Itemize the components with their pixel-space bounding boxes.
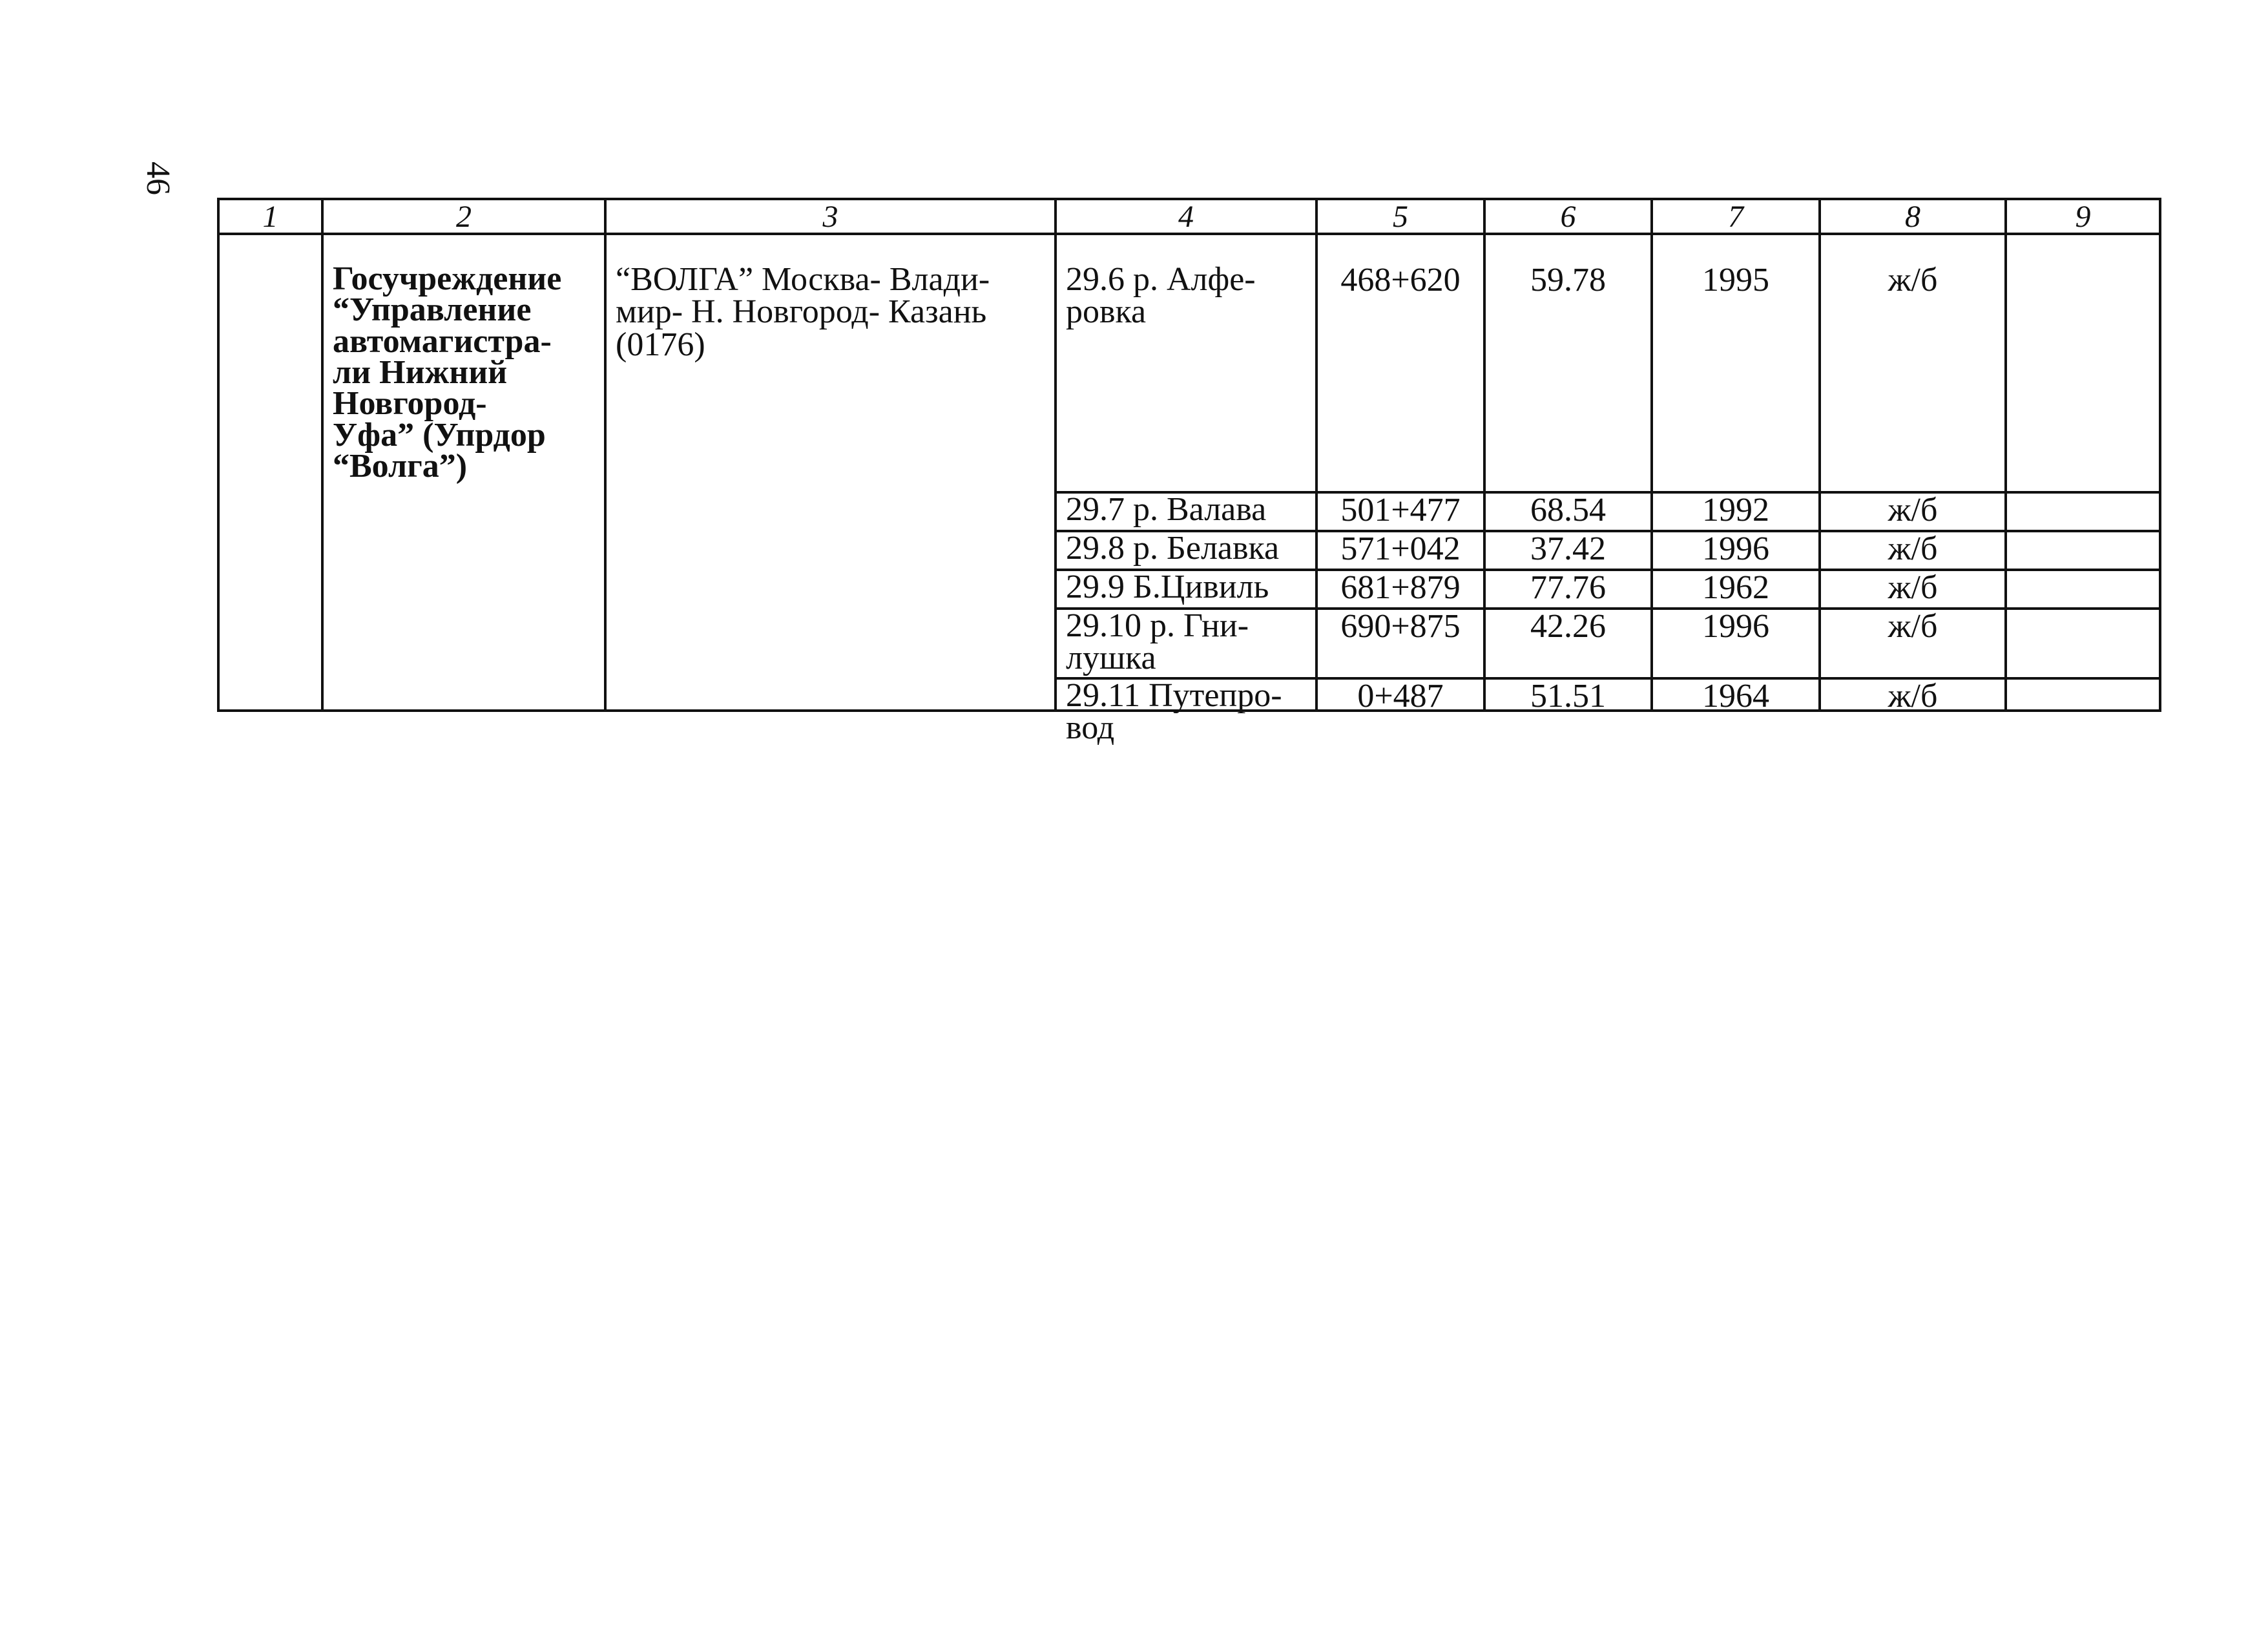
- length-cell: 42.26: [1484, 609, 1652, 678]
- organization-line: автомагистра-: [333, 322, 552, 360]
- km-cell: 468+620: [1316, 234, 1484, 492]
- bridge-name-cell: 29.7 р. Валава: [1056, 492, 1316, 531]
- length-cell: 68.54: [1484, 492, 1652, 531]
- material-cell: ж/б: [1820, 678, 2006, 711]
- header-cell-9: 9: [2006, 199, 2160, 234]
- length-cell: 51.51: [1484, 678, 1652, 711]
- number-cell: [218, 234, 322, 711]
- year-cell: 1964: [1652, 678, 1820, 711]
- road-line: (0176): [616, 326, 705, 363]
- bridge-name-cell: 29.6 р. Алфе- ровка: [1056, 234, 1316, 492]
- header-cell-7: 7: [1652, 199, 1820, 234]
- header-row: [218, 199, 2160, 234]
- km-cell: 0+487: [1316, 678, 1484, 711]
- material-cell: ж/б: [1820, 492, 2006, 531]
- km-cell: 690+875: [1316, 609, 1484, 678]
- km-cell: 571+042: [1316, 531, 1484, 570]
- road-line: “ВОЛГА” Москва- Влади-: [616, 261, 990, 298]
- header-cell-5: 5: [1316, 199, 1484, 234]
- year-cell: 1996: [1652, 531, 1820, 570]
- length-cell: 59.78: [1484, 234, 1652, 492]
- material-cell: ж/б: [1820, 609, 2006, 678]
- material-cell: ж/б: [1820, 531, 2006, 570]
- header-cell-2: 2: [322, 199, 605, 234]
- bridge-name-cell: 29.10 р. Гни- лушка: [1056, 609, 1316, 678]
- note-cell: [2006, 234, 2160, 492]
- note-cell: [2006, 678, 2160, 711]
- year-cell: 1996: [1652, 609, 1820, 678]
- note-cell: [2006, 492, 2160, 531]
- bridges-table: [217, 198, 2161, 746]
- km-cell: 501+477: [1316, 492, 1484, 531]
- bridge-name-cell: 29.9 Б.Цивиль: [1056, 570, 1316, 609]
- page-number: 46: [140, 162, 176, 195]
- header-cell-1: 1: [218, 199, 322, 234]
- table-row: [218, 234, 2160, 492]
- header-cell-6: 6: [1484, 199, 1652, 234]
- organization-line: “Управление: [333, 291, 532, 329]
- organization-line: “Волга”): [333, 448, 468, 485]
- year-cell: 1995: [1652, 234, 1820, 492]
- road-cell: [605, 234, 1056, 711]
- organization-cell: [322, 234, 605, 711]
- note-cell: [2006, 609, 2160, 678]
- note-cell: [2006, 531, 2160, 570]
- length-cell: 37.42: [1484, 531, 1652, 570]
- length-cell: 77.76: [1484, 570, 1652, 609]
- year-cell: 1962: [1652, 570, 1820, 609]
- material-cell: ж/б: [1820, 234, 2006, 492]
- organization-line: ли Нижний: [333, 354, 508, 392]
- organization-line: Уфа” (Упрдор: [333, 416, 546, 454]
- organization-line: Госучреждение: [333, 260, 562, 297]
- header-cell-4: 4: [1056, 199, 1316, 234]
- bridge-name-cell: 29.11 Путепро- вод: [1056, 678, 1316, 711]
- road-line: мир- Н. Новгород- Казань: [616, 293, 987, 331]
- note-cell: [2006, 570, 2160, 609]
- material-cell: ж/б: [1820, 570, 2006, 609]
- header-cell-8: 8: [1820, 199, 2006, 234]
- organization-line: Новгород-: [333, 385, 487, 423]
- header-cell-3: 3: [605, 199, 1056, 234]
- bridge-name-cell: 29.8 р. Белавка: [1056, 531, 1316, 570]
- year-cell: 1992: [1652, 492, 1820, 531]
- km-cell: 681+879: [1316, 570, 1484, 609]
